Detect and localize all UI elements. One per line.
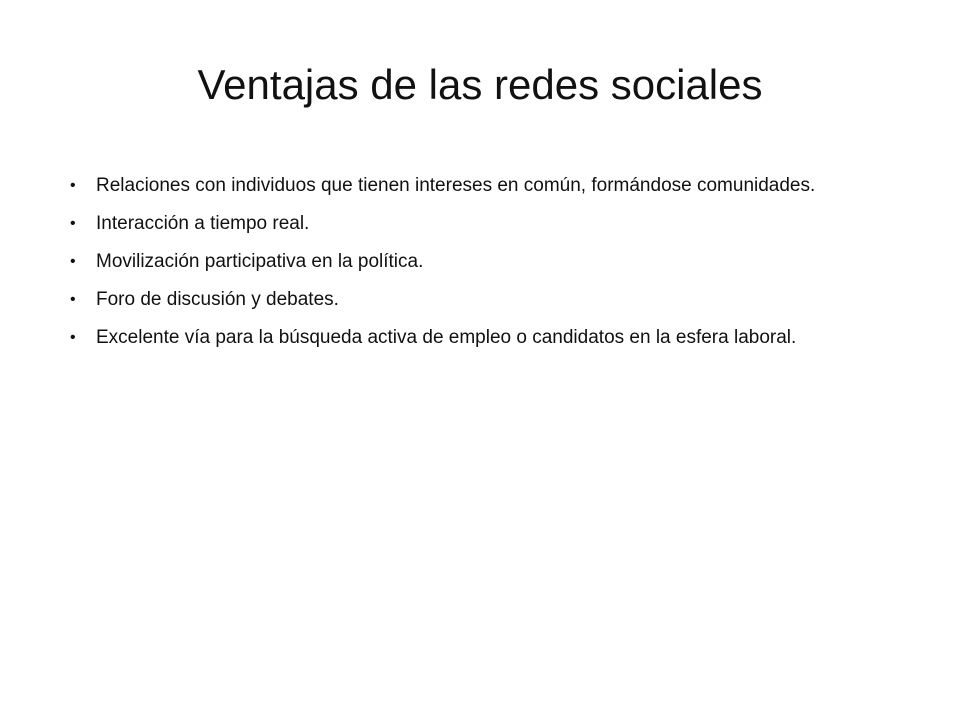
- bullet-text: Foro de discusión y debates.: [96, 289, 339, 310]
- slide-title: Ventajas de las redes sociales: [197, 61, 763, 108]
- bullet-icon: •: [70, 253, 76, 270]
- bullet-item: [70, 324, 904, 352]
- bullet-icon: •: [70, 291, 76, 308]
- bullet-text: Excelente vía para la búsqueda activa de empleo o candidatos en la esfera laboral.: [96, 327, 797, 348]
- bullet-icon: •: [70, 177, 76, 194]
- bullet-list: [70, 172, 904, 362]
- bullet-text: Interacción a tiempo real.: [96, 213, 310, 234]
- bullet-item: [70, 248, 904, 276]
- bullet-item: [70, 172, 904, 200]
- bullet-item: [70, 286, 904, 314]
- bullet-text: Relaciones con individuos que tienen intereses en común, formándose comunidades.: [96, 175, 816, 196]
- bullet-icon: •: [70, 329, 76, 346]
- bullet-text: Movilización participativa en la política.: [96, 251, 424, 272]
- bullet-icon: •: [70, 215, 76, 232]
- bullet-item: [70, 210, 904, 238]
